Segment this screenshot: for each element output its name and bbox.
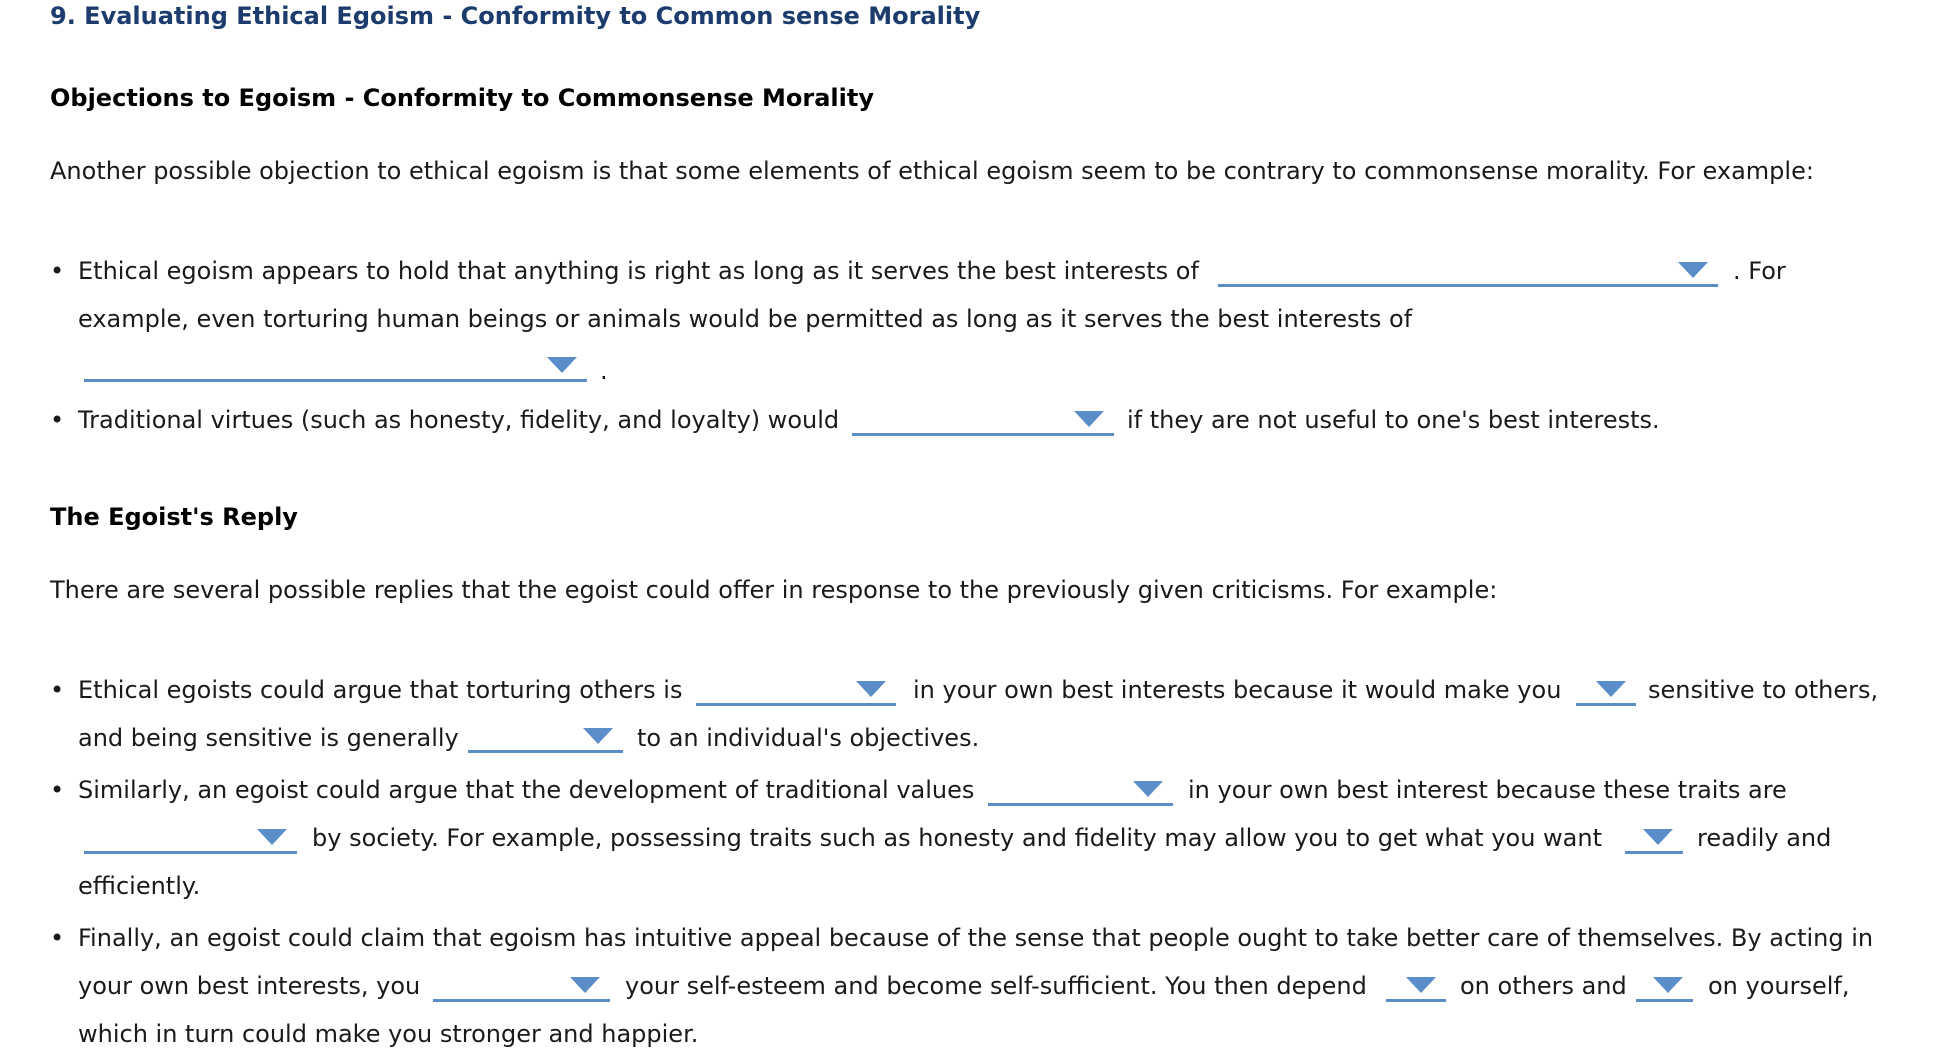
objection-1-line1: Ethical egoism appears to hold that anything is right as long as it serves the best interests of [78,257,1199,285]
dropdown-sensitivity-degree[interactable] [1576,677,1636,706]
chevron-down-icon [856,681,886,699]
chevron-down-icon [1653,977,1683,995]
chevron-down-icon [257,829,287,847]
dropdown-readily-degree[interactable] [1625,825,1683,854]
chevron-down-icon [547,357,577,375]
chevron-down-icon [570,977,600,995]
objection-1-after: . For [1733,257,1786,285]
bullet-icon: • [50,924,65,952]
reply-1-e: to an individual's objectives. [637,724,980,752]
bullet-icon: • [50,257,65,285]
dropdown-depend-self[interactable] [1636,973,1693,1002]
dropdown-depend-others[interactable] [1386,973,1446,1002]
dropdown-self-esteem-effect[interactable] [433,973,610,1002]
dropdown-sensitivity-value[interactable] [468,724,623,753]
dropdown-torturing-interests[interactable] [696,677,896,706]
objection-1-period: . [600,357,608,385]
dropdown-society-view[interactable] [84,825,297,854]
chevron-down-icon [1406,977,1436,995]
bullet-icon: • [50,406,65,434]
objection-2-after: if they are not useful to one's best interests. [1127,406,1660,434]
dropdown-virtues-would[interactable] [852,407,1114,436]
section-heading-reply: The Egoist's Reply [50,503,298,531]
chevron-down-icon [1643,829,1673,847]
reply-intro: There are several possible replies that the egoist could offer in response to the previously given criticisms. For example: [50,576,1498,604]
dropdown-objection-interests-1[interactable] [1218,258,1718,287]
chevron-down-icon [1074,411,1104,429]
page-title: 9. Evaluating Ethical Egoism - Conformity to Common sense Morality [50,2,981,30]
chevron-down-icon [1678,262,1708,280]
reply-3-f: which in turn could make you stronger and happier. [78,1020,699,1048]
section-heading-objections: Objections to Egoism - Conformity to Commonsense Morality [50,84,875,112]
bullet-icon: • [50,776,65,804]
reply-3-c: your self-esteem and become self-sufficient. You then depend [625,972,1367,1000]
reply-3-e: on yourself, [1708,972,1850,1000]
objection-2-before: Traditional virtues (such as honesty, fidelity, and loyalty) would [78,406,840,434]
objection-1-line2: example, even torturing human beings or animals would be permitted as long as it serves the best interests of [78,305,1413,333]
dropdown-traditional-values[interactable] [988,777,1173,806]
reply-1-d: and being sensitive is generally [78,724,459,752]
reply-3-a: Finally, an egoist could claim that egoism has intuitive appeal because of the sense that people ought to take better care of themselves. By acting in [78,924,1874,952]
objections-intro: Another possible objection to ethical egoism is that some elements of ethical egoism seem to be contrary to commonsense morality. For example: [50,157,1814,185]
chevron-down-icon [1596,681,1626,699]
dropdown-objection-interests-2[interactable] [84,353,587,382]
reply-2-e: efficiently. [78,872,201,900]
reply-2-b: in your own best interest because these traits are [1188,776,1787,804]
bullet-icon: • [50,676,65,704]
chevron-down-icon [583,728,613,746]
reply-2-c: by society. For example, possessing traits such as honesty and fidelity may allow you to get what you want [312,824,1602,852]
reply-1-c: sensitive to others, [1648,676,1879,704]
reply-3-d: on others and [1460,972,1627,1000]
reply-2-d: readily and [1697,824,1832,852]
reply-2-a: Similarly, an egoist could argue that the development of traditional values [78,776,975,804]
chevron-down-icon [1133,781,1163,799]
reply-3-b: your own best interests, you [78,972,421,1000]
reply-1-b: in your own best interests because it would make you [913,676,1562,704]
reply-1-a: Ethical egoists could argue that torturing others is [78,676,683,704]
